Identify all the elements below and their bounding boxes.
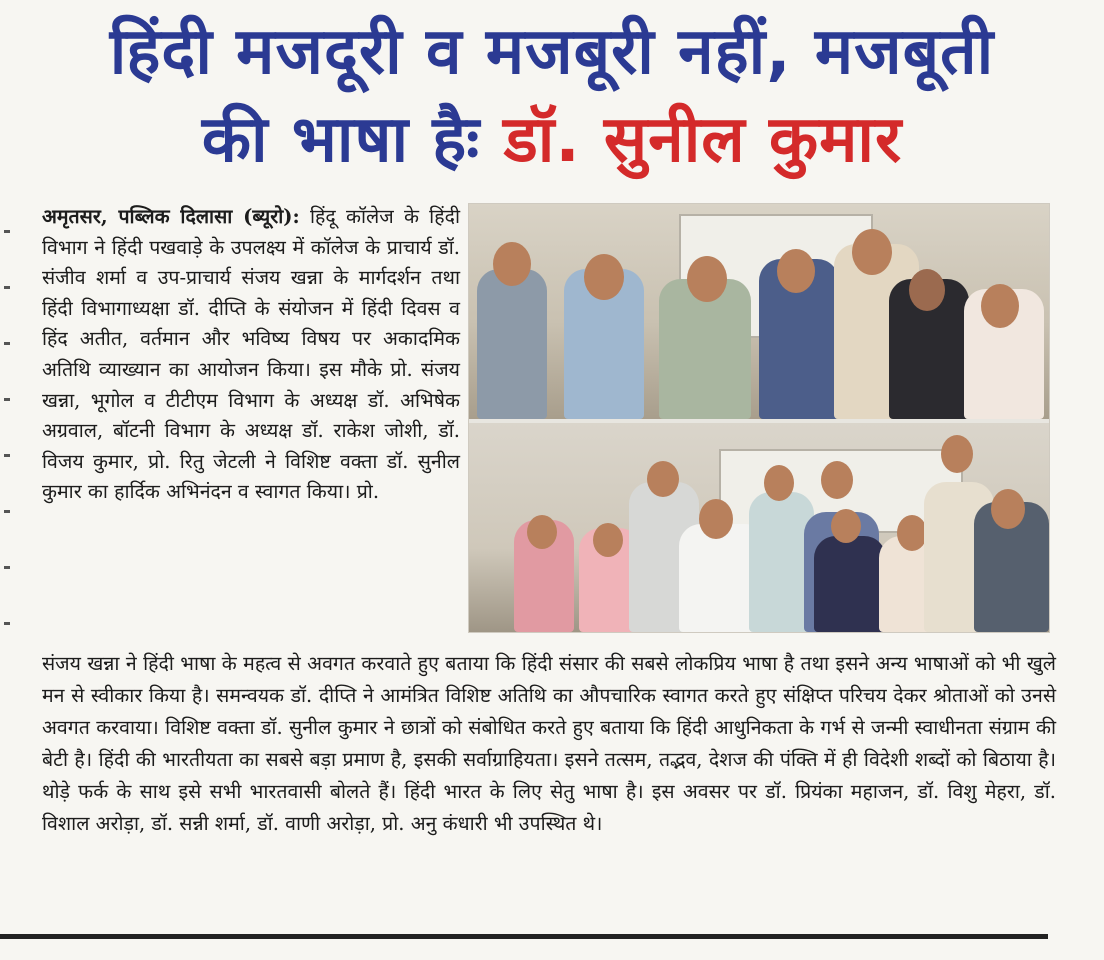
headline-line-1: हिंदी मजदूरी व मजबूरी नहीं, मजबूती: [109, 15, 995, 89]
event-photo-group: [469, 423, 1049, 632]
event-photos: [468, 203, 1050, 633]
headline-line-2: [0, 96, 1104, 184]
article-lead-text: हिंदू कॉलेज के हिंदी विभाग ने हिंदी पखवाड़े के उपलक्ष्य में कॉलेज के प्राचार्य डॉ. संजीव शर्मा व उप-प्राचार्य संजय खन्ना के मार्गदर्शन तथा हिंदी विभागाध्यक्षा डॉ. दीप्ति के संयोजन में हिंदी दिवस व हिंद अतीत, वर्तमान और भविष्य विषय पर अकादमिक अतिथि व्याख्यान का आयोजन किया। इस मौके प्रो. संजय खन्ना, भूगोल व टीटीएम विभाग के अध्यक्ष डॉ. अभिषेक अग्रवाल, बॉटनी विभाग के अध्यक्ष डॉ. राकेश जोशी, डॉ. विजय कुमार, प्रो. रितु जेटली ने विशिष्ट वक्ता डॉ. सुनील कुमार का हार्दिक अभिनंदन व स्वागत किया। प्रो.: [42, 205, 460, 504]
bottom-rule: [0, 934, 1048, 939]
article-body-text: संजय खन्ना ने हिंदी भाषा के महत्व से अवगत करवाते हुए बताया कि हिंदी संसार की सबसे लोकप्रिय भाषा है तथा इसने अन्य भाषाओं को भी खुले मन से स्वीकार किया है। समन्वयक डॉ. दीप्ति ने आमंत्रित विशिष्ट अतिथि का औपचारिक स्वागत करते हुए संक्षिप्त परिचय देकर श्रोताओं को उनसे अवगत करवाया। विशिष्ट वक्ता डॉ. सुनील कुमार ने छात्रों को संबोधित करते हुए बताया कि हिंदी आधुनिकता के गर्भ से जन्मी स्वाधीनता संग्राम की बेटी है। हिंदी की भारतीयता का सबसे बड़ा प्रमाण है, इसकी सर्वाग्राहियता। इसने तत्सम, तद्भव, देशज की पंक्ति में ही विदेशी शब्दों को बिठाया है। थोड़े फर्क के साथ इसे सभी भारतवासी बोलते हैं। हिंदी भारत के लिए सेतु भाषा है। इस अवसर पर डॉ. प्रियंका महाजन, डॉ. विशु मेहरा, डॉ. विशाल अरोड़ा, डॉ. सन्नी शर्मा, डॉ. वाणी अरोड़ा, प्रो. अनु कंधारी भी उपस्थित थे।: [42, 652, 1056, 835]
page-margin-marks: [4, 230, 10, 670]
headline: [0, 8, 1104, 184]
article-dateline: अमृतसर, पब्लिक दिलासा (ब्यूरो):: [42, 205, 300, 228]
headline-speaker-name: डॉ. सुनील कुमार: [503, 103, 903, 177]
event-photo-felicitation: [469, 204, 1049, 419]
headline-prefix: की भाषा हैः: [201, 103, 481, 177]
article-lead-column: [42, 202, 460, 508]
